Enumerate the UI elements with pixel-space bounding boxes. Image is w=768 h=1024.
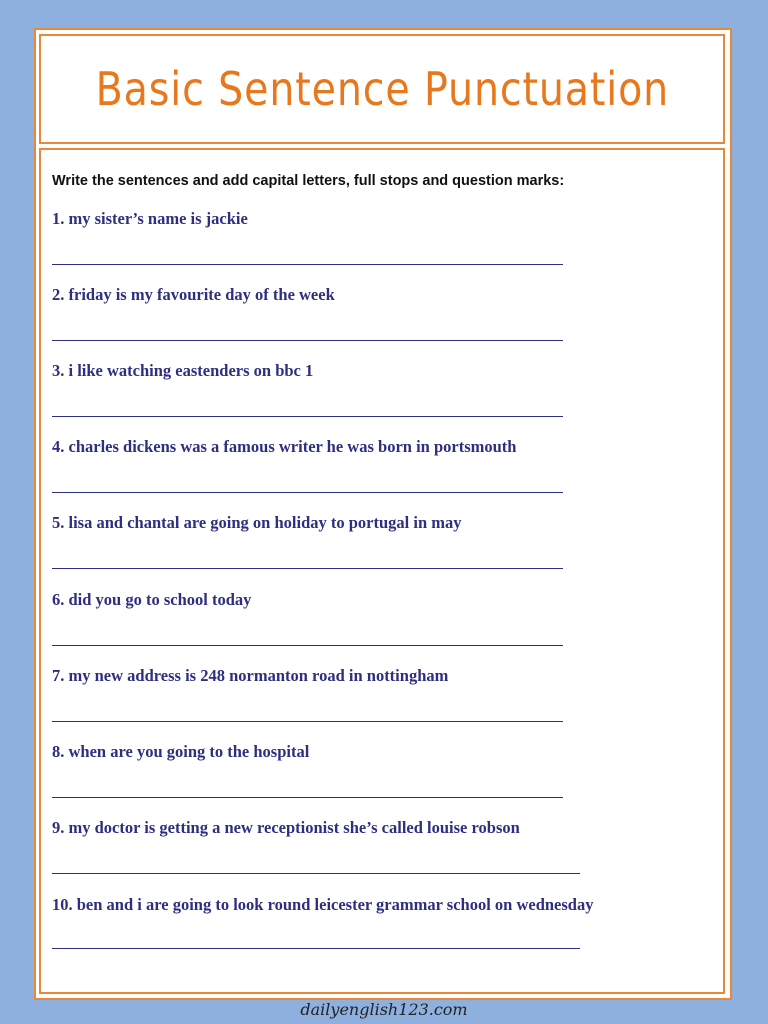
question-1: 1. my sister’s name is jackie	[52, 209, 248, 228]
website-footer: dailyenglish123.com	[300, 1000, 468, 1019]
exercise-box	[39, 148, 725, 994]
question-7: 7. my new address is 248 normanton road in nottingham	[52, 666, 449, 685]
question-10: 10. ben and i are going to look round leicester grammar school on wednesday	[52, 895, 594, 914]
question-5: 5. lisa and chantal are going on holiday to portugal in may	[52, 513, 462, 532]
question-3: 3. i like watching eastenders on bbc 1	[52, 361, 314, 380]
answer-line-5[interactable]	[52, 568, 563, 569]
answer-line-10[interactable]	[52, 948, 580, 949]
question-8: 8. when are you going to the hospital	[52, 742, 310, 761]
answer-line-1[interactable]	[52, 264, 563, 265]
page-title: Basic Sentence Punctuation	[95, 62, 669, 116]
answer-line-8[interactable]	[52, 797, 563, 798]
question-4: 4. charles dickens was a famous writer he was born in portsmouth	[52, 437, 517, 456]
answer-line-9[interactable]	[52, 873, 580, 874]
question-2: 2. friday is my favourite day of the week	[52, 285, 335, 304]
answer-line-7[interactable]	[52, 721, 563, 722]
answer-line-3[interactable]	[52, 416, 563, 417]
instruction-text: Write the sentences and add capital letters, full stops and question marks:	[52, 173, 565, 189]
answer-line-4[interactable]	[52, 492, 563, 493]
title-box	[39, 34, 725, 144]
question-9: 9. my doctor is getting a new receptionist she’s called louise robson	[52, 818, 520, 837]
answer-line-6[interactable]	[52, 645, 563, 646]
answer-line-2[interactable]	[52, 340, 563, 341]
question-6: 6. did you go to school today	[52, 590, 252, 609]
